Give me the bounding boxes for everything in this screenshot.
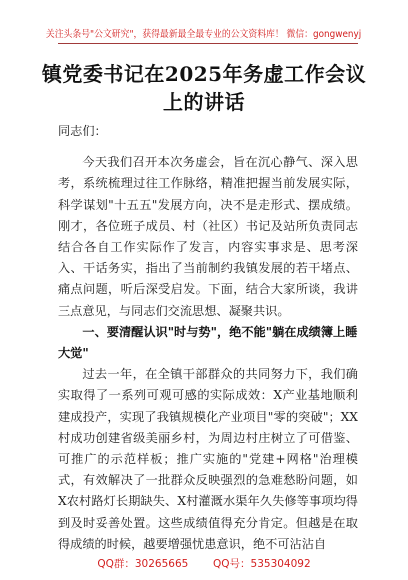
footer-qq-group: QQ群：30265665	[97, 558, 189, 570]
header-divider	[58, 43, 358, 44]
salutation: 同志们：	[58, 124, 107, 138]
paragraph-section-1: 过去一年，在全镇干部群众的共同努力下，我们确实取得了一系列可观可感的实际成效：X产业基地顺利建成投产，实现了我镇规模化产业项目"零的突破"；XX村成功创建省级美丽乡村，为周边村庄树立了可借鉴、可推广的示范样板；推广实施的"党建+网格"治理模式，有效解决了一批群众反映强烈的急难愁盼问题，如X农村路灯长期缺失、X村灌溉水渠年久失修等事项均得到及时妥善处置。这些成绩值得充分肯定。但越是在取得成绩的时候，越要增强忧患意识，绝不可沾沾自	[58, 367, 358, 551]
footer	[0, 556, 408, 571]
document-body	[58, 121, 358, 555]
section-heading-1: 一、要清醒认识"时与势"，绝不能"躺在成绩簿上睡大觉"	[58, 324, 358, 361]
paragraph-intro: 今天我们召开本次务虚会，旨在沉心静气、深入思考，系统梳理过往工作脉络，精准把握当前发展实际，科学谋划"十五五"发展方向，决不是走形式、摆成绩。刚才，各位班子成员、村（社区）书记及站所负责同志结合各自工作实际作了发言，内容实事求是、思考深入、干话务实，指出了当前制约我镇发展的若干堵点、痛点问题，听后深受启发。下面，结合大家所谈，我讲三点意见，与同志们交流思想、凝聚共识。	[58, 155, 358, 318]
document-title: 镇党委书记在2025年务虚工作会议上的讲话	[41, 62, 367, 114]
header-banner	[0, 0, 408, 56]
header-notice: 关注头条号"公文研究"，获得最新最全最专业的公文资料库！ 微信：gongwenyj	[46, 29, 362, 40]
footer-qq-number: QQ号：535304092	[213, 558, 311, 570]
